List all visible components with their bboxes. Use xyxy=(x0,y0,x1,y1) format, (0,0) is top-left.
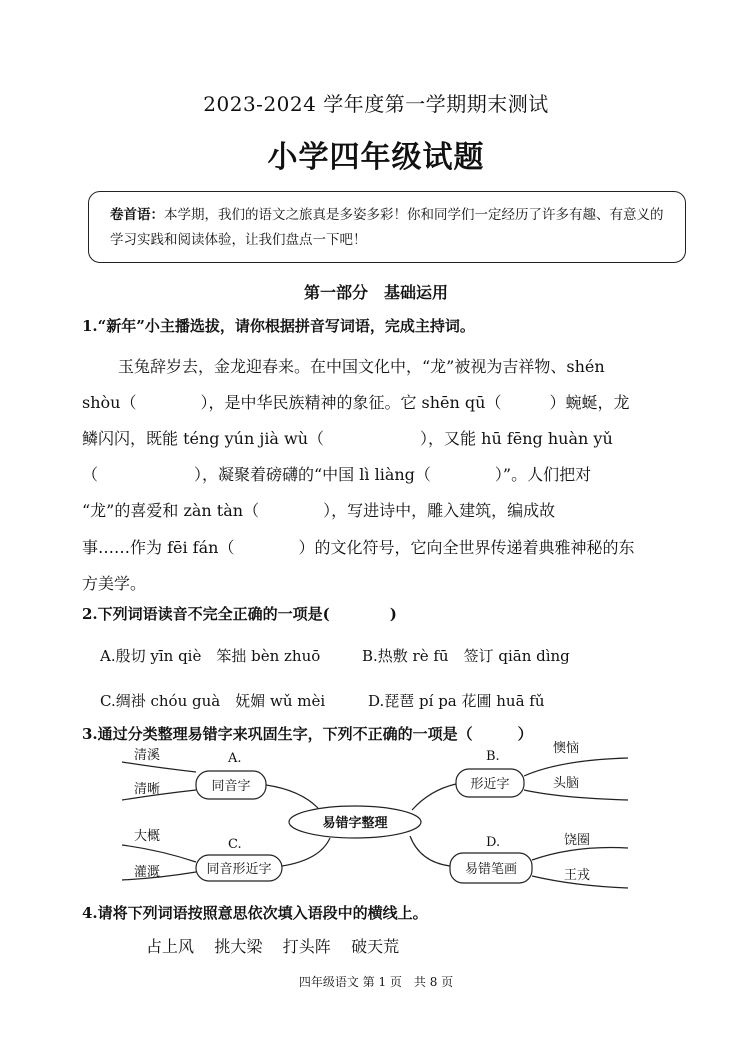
branch-a-letter: A. xyxy=(228,751,242,766)
connector-line xyxy=(122,762,196,772)
section-title: 第一部分 基础运用 xyxy=(303,283,448,302)
q2-title: 2.下列词语读音不完全正确的一项是( ) xyxy=(82,605,397,623)
branch-d-word: 王戎 xyxy=(564,868,591,883)
branch-a-word: 清晰 xyxy=(134,782,161,797)
q3-title: 3.通过分类整理易错字来巩固生字，下列不正确的一项是（ ） xyxy=(82,725,533,743)
q1-line: 方美学。 xyxy=(82,574,147,593)
branch-b-word: 懊恼 xyxy=(553,741,580,756)
q2-option-b: B.热敷 rè fū 签订 qiān dìng xyxy=(362,647,570,665)
q2-option-c: C.绸褂 chóu guà 妩媚 wǔ mèi xyxy=(100,692,326,710)
branch-c-word: 灌溉 xyxy=(134,865,161,880)
branch-d-category: 易错笔画 xyxy=(464,862,518,877)
branch-a-word: 清溪 xyxy=(134,748,161,763)
q2-option-d: D.琵琶 pí pa 花圃 huā fǔ xyxy=(368,692,545,710)
exam-subtitle: 小学四年级试题 xyxy=(267,140,485,175)
intro-label: 卷首语： xyxy=(110,207,164,223)
connector-line xyxy=(282,838,330,866)
q4-word-bank xyxy=(146,934,399,957)
branch-d-word: 饶圈 xyxy=(564,833,591,848)
q4-title: 4.请将下列词语按照意思依次填入语段中的横线上。 xyxy=(82,904,428,922)
connector-line xyxy=(524,758,628,776)
connector-line xyxy=(122,845,196,862)
q4-word: 挑大梁 xyxy=(214,937,263,956)
connector-line xyxy=(412,784,456,810)
connector-line xyxy=(524,790,628,800)
q2-option-a: A.殷切 yīn qiè 笨拙 bèn zhuō xyxy=(100,647,321,665)
q1-line: “龙”的喜爱和 zàn tàn（ ），写进诗中，雕入建筑，编成故 xyxy=(82,501,556,520)
branch-c-word: 大概 xyxy=(134,829,161,844)
q4-word: 打头阵 xyxy=(282,937,331,956)
branch-b-letter: B. xyxy=(486,749,500,764)
q1-line: shòu（ ），是中华民族精神的象征。它 shēn qū（ ）蜿蜒，龙 xyxy=(82,393,630,412)
branch-b-word: 头脑 xyxy=(553,776,580,791)
q1-line: 玉兔辞岁去，金龙迎春来。在中国文化中，“龙”被视为吉祥物、shén xyxy=(118,357,605,376)
branch-b-category: 形近字 xyxy=(470,777,510,792)
q1-line: 鳞闪闪，既能 téng yún jià wù（ ），又能 hū fēng huàn yǔ xyxy=(82,429,613,448)
q1-line: （ ），凝聚着磅礴的“中国 lì liàng（ ）”。人们把对 xyxy=(82,465,592,484)
page-footer: 四年级语文 第 1 页 共 8 页 xyxy=(298,975,454,989)
q1-title: 1.“新年”小主播选拔，请你根据拼音写词语，完成主持词。 xyxy=(82,317,475,335)
branch-c-category: 同音形近字 xyxy=(206,862,272,877)
connector-line xyxy=(410,836,450,866)
branch-a-category: 同音字 xyxy=(211,779,251,794)
branch-d-letter: D. xyxy=(486,835,501,850)
q4-word: 破天荒 xyxy=(351,937,400,956)
branch-c-letter: C. xyxy=(228,837,242,852)
q1-line: 事……作为 fēi fán（ ）的文化符号，它向全世界传递着典雅神秘的东 xyxy=(82,538,635,557)
mind-map-center-label: 易错字整理 xyxy=(322,816,388,831)
connector-line xyxy=(266,785,318,808)
q4-word: 占上风 xyxy=(146,937,195,956)
exam-title: 2023-2024 学年度第一学期期末测试 xyxy=(203,92,549,116)
intro-body: 本学期，我们的语文之旅真是多姿多彩！你和同学们一定经历了许多有趣、有意义的学习实践和阅读体验，让我们盘点一下吧！ xyxy=(110,207,664,248)
connector-line xyxy=(532,848,628,861)
